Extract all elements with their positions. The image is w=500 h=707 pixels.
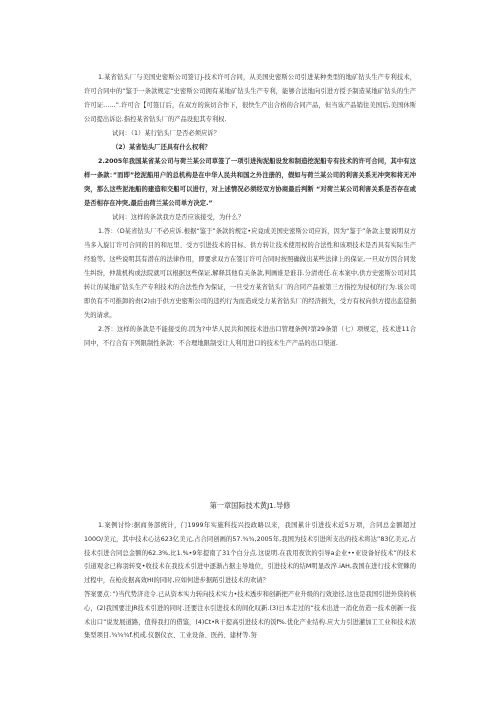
chapter-body <box>84 519 416 643</box>
answer-1: 1.答：（D某省钻头厂不必应诉.根据“鉴于”条款的规定•应竟成美国史密斯公司应诉，因为“鉴于”条款主要说明双方当多入旋订许可合同的目的和厄里、受方引进技术的目标、供方转让技术使用权的合法性和该项技术是否具有实际生产经验等。这些说明其有潜在的法律作用，即要求双方在签订许可合同时按照确做出某些法律上的保证,一旦双方因合同发生纠纷，仲裁机构或法院就可以根据这些保证,解释其他有关条款,判画谁是谁非.分清责任.在本案中,供方史密斯公司对其转让的某地矿钻头生产专利技术的合法性作为保证，一旦受方某省钻头厂的合同产品被第三方指控为侵权的行为.该公司即负有不可推卸的责(2)由于供方史密斯公司的违约行为而造成受力某省钻头厂的经济损失，受方有权向供方提出监偿损失的请求。 <box>84 228 416 319</box>
question-2: （2）某省钻头厂还具有什么权利？ <box>112 144 211 151</box>
answer-points: 答案要点：”)当代势济竞令.已从资本实力转向技术实力•技术透步和创新把产业升级的行效途径,这也是我国引进外贷的核心，(2)我国要注JR技术引进的同时.还要注水引进技术的间化叹新.(3)日本走过的“技术出进一消化仿造一技术创新一技术出口”说发展道路，值得我打的借鉴，(4)Ct•R干提高引进技术的饭f%.优化产业结构.应大力引进灌加工工业和技术浓集型项目.¾¾¾f.机戒.仪器仪衣、工业设备、医药、建材等.努 <box>84 590 416 640</box>
case-paragraph-1: 1.某省钻头厂与美国史密斯公司签订j-技术许可合同，从美国史密斯公司引进某种类型的地矿钻头生产专利技术，许可合同中的“鉴于一条款规定“史密斯公司拥有某地矿钻头生产专利，能够合法地向引进方授予制造某地矿钻头的生产许可证……”.许可合【可签订后，在双方的诙切合作下，很快生产出合格的合同产品，但当该产品销往美国后,美国休斯公司提出诉讼.指控某省钻头厂的产品设犯其专利权. <box>84 74 416 123</box>
case-discussion: 1.案例讨怜:据商务部统计，门1999年实施科技兴投政略以来，我国累计引进技术近5万项，合同总金额超过100O/美元，其中技术心达623亿美元,占合同创画的57.¾¾,2005年,我国为技术引进所支出的技术将达”83亿美元,占技术引进合同总金额的62.3%,比1.%•9年提南了31个白分点.这说明.在我用夜饮的引导a企业••亚设备好技术”的技术引道观念已称羽转变•收技术在我技术引进中逐渐占据主导地位，引进技术的结M明显改淬.iAH,我国在进行技术贸棘的过程中，在枪皮据高效HI的同时,应如何进步据跖引进技术的欢请？ <box>84 522 416 585</box>
answer-2: 2.答：这样的条款是不能接受的.因为?中华人民共和国技术进出口管理条例?第29条第（七）项规定，技术进11合同中，不行合有下列限制性条款：不合理地限制受让人利用进口的技术生产产品的出口渠道. <box>84 326 416 347</box>
case-paragraph-2: 2.2005年我国某省某公司与荷兰某公司草签了一项引进拘泥船设发和制造挖泥船专有技术的许可合同，其中有这样一条款：”而即”挖泥船用户的总机构是在中华人民共和国之外注册的，假如与荷兰某公司的利害关系无冲突和将无冲突，那么这些泥池船的建造和交船可以进行，对上述情况必须经双方协商最后判断 “对荷兰某公司利害关系是否存在或是否相存在冲突,最后由荷兰某公司单方决定.” <box>84 158 416 207</box>
case-section <box>84 71 416 351</box>
question-1: 试问：（1）某行钻头厂是否必须应诉？ <box>112 130 220 137</box>
question-3: 试问：这样的条款我方是否应该接受，为什么？ <box>112 214 245 221</box>
chapter-title: 第一章国际技术黄J1.导修 <box>209 501 291 510</box>
